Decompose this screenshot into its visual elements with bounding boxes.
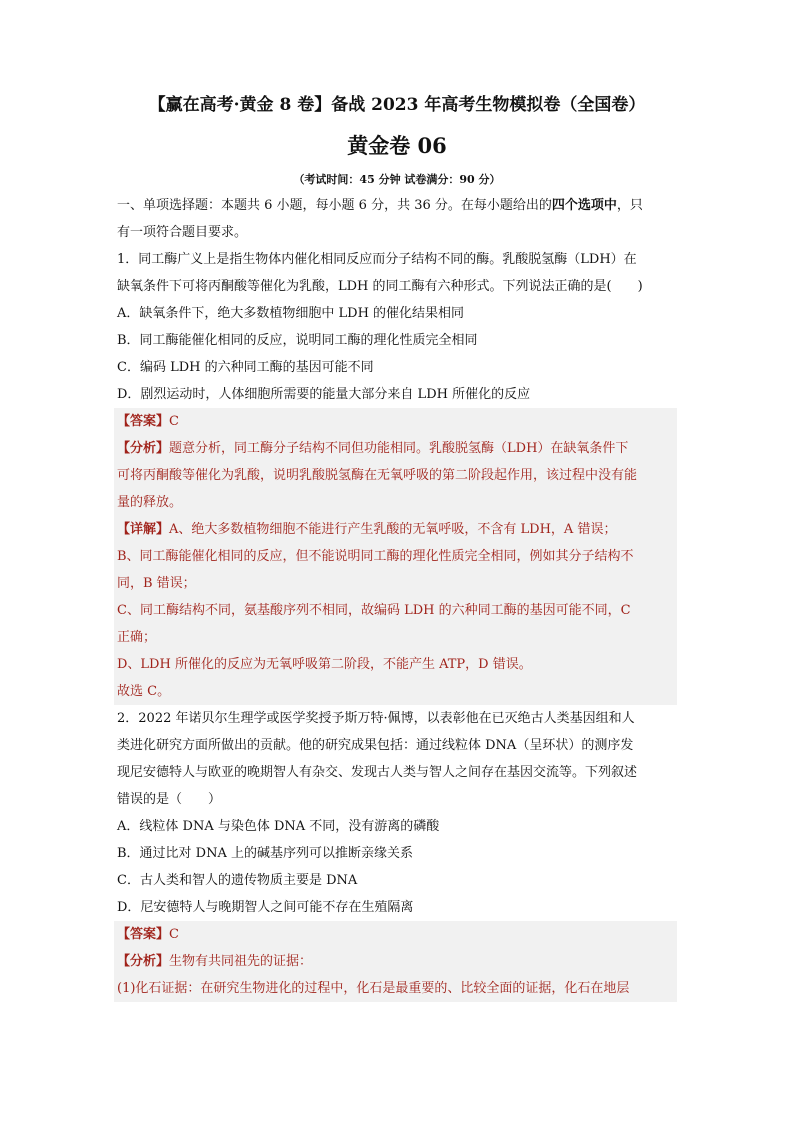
- question-1-detail-line: 同，B 错误；: [114, 570, 677, 597]
- section-intro-line2: 有一项符合题目要求。: [117, 225, 248, 240]
- question-1-analysis-line: 量的释放。: [114, 489, 677, 516]
- question-1-detail-line: 正确；: [114, 624, 677, 651]
- document-page: [117, 92, 677, 1002]
- answer-value: C: [169, 414, 179, 429]
- question-1-option-b: B．同工酶能催化相同的反应，说明同工酶的理化性质完全相同: [117, 333, 478, 348]
- question-1-analysis-line: 可将丙酮酸等催化为乳酸，说明乳酸脱氢酶在无氧呼吸的第二阶段起作用，该过程中没有能: [114, 462, 677, 489]
- question-1-option-a: A．缺氧条件下，绝大多数植物细胞中 LDH 的催化结果相同: [117, 306, 465, 321]
- analysis-text: 生物有共同祖先的证据：: [169, 954, 313, 969]
- question-2-stem-line: 2．2022 年诺贝尔生理学或医学奖授予斯万特·佩博，以表彰他在已灭绝古人类基因组和人: [117, 711, 635, 726]
- question-2-analysis-line: (1)化石证据：在研究生物进化的过程中，化石是最重要的、比较全面的证据，化石在地层: [114, 975, 677, 1002]
- question-2-stem-line: 类进化研究方面所做出的贡献。他的研究成果包括：通过线粒体 DNA（呈环状）的测序发: [117, 738, 634, 753]
- question-1: [117, 246, 677, 705]
- question-1-solution: [117, 408, 677, 705]
- question-1-option-c: C．编码 LDH 的六种同工酶的基因可能不同: [117, 360, 374, 375]
- question-1-answer: [114, 408, 677, 435]
- question-1-stem-line: 1．同工酶广义上是指生物体内催化相同反应而分子结构不同的酶。乳酸脱氢酶（LDH）在: [117, 252, 637, 267]
- analysis-text: 题意分析，同工酶分子结构不同但功能相同。乳酸脱氢酶（LDH）在缺氧条件下: [169, 441, 629, 456]
- detail-text: A、绝大多数植物细胞不能进行产生乳酸的无氧呼吸，不含有 LDH，A 错误；: [169, 522, 617, 537]
- section-intro-suffix: ，只: [616, 198, 643, 213]
- section-intro-text: 一、单项选择题：本题共 6 小题，每小题 6 分，共 36 分。在每小题给出的: [117, 198, 552, 213]
- question-1-detail-line: D、LDH 所催化的反应为无氧呼吸第二阶段，不能产生 ATP，D 错误。: [114, 651, 677, 678]
- question-2-option-c: C．古人类和智人的遗传物质主要是 DNA: [117, 873, 358, 888]
- question-2-option-d: D．尼安德特人与晚期智人之间可能不存在生殖隔离: [117, 900, 414, 915]
- question-1-detail-line: B、同工酶能催化相同的反应，但不能说明同工酶的理化性质完全相同，例如其分子结构不: [114, 543, 677, 570]
- question-2-stem-line: 现尼安德特人与欧亚的晚期智人有杂交、发现古人类与智人之间存在基因交流等。下列叙述: [117, 765, 638, 780]
- paper-header-title: 【赢在高考·黄金 8 卷】备战 2023 年高考生物模拟卷（全国卷）: [148, 95, 646, 115]
- answer-tag: 【答案】: [117, 414, 170, 429]
- answer-tag: 【答案】: [117, 927, 170, 942]
- analysis-tag: 【分析】: [117, 441, 170, 456]
- question-2-option-a: A．线粒体 DNA 与染色体 DNA 不同，没有游离的磷酸: [117, 819, 440, 834]
- analysis-tag: 【分析】: [117, 954, 170, 969]
- question-1-detail-line: C、同工酶结构不同，氨基酸序列不相同，故编码 LDH 的六种同工酶的基因可能不同，C: [114, 597, 677, 624]
- section-intro-emphasis: 四个选项中: [551, 198, 617, 213]
- exam-info: （考试时间：45 分钟 试卷满分：90 分）: [293, 173, 501, 186]
- section-instructions: [117, 192, 677, 219]
- question-2: [117, 705, 677, 1002]
- question-2-answer: [114, 921, 677, 948]
- question-1-stem-line: 缺氧条件下可将丙酮酸等催化为乳酸，LDH 的同工酶有六种形式。下列说法正确的是( ): [117, 279, 643, 294]
- question-1-detail: [114, 516, 677, 543]
- question-1-conclusion: 故选 C。: [114, 678, 677, 705]
- paper-main-title: 黄金卷 06: [347, 133, 447, 158]
- question-2-option-b: B．通过比对 DNA 上的碱基序列可以推断亲缘关系: [117, 846, 414, 861]
- question-2-analysis: [114, 948, 677, 975]
- detail-tag: 【详解】: [117, 522, 170, 537]
- question-1-option-d: D．剧烈运动时，人体细胞所需要的能量大部分来自 LDH 所催化的反应: [117, 387, 531, 402]
- question-1-analysis: [114, 435, 677, 462]
- question-2-solution: [117, 921, 677, 1002]
- answer-value: C: [169, 927, 179, 942]
- question-2-stem-line: 错误的是（ ）: [117, 792, 222, 807]
